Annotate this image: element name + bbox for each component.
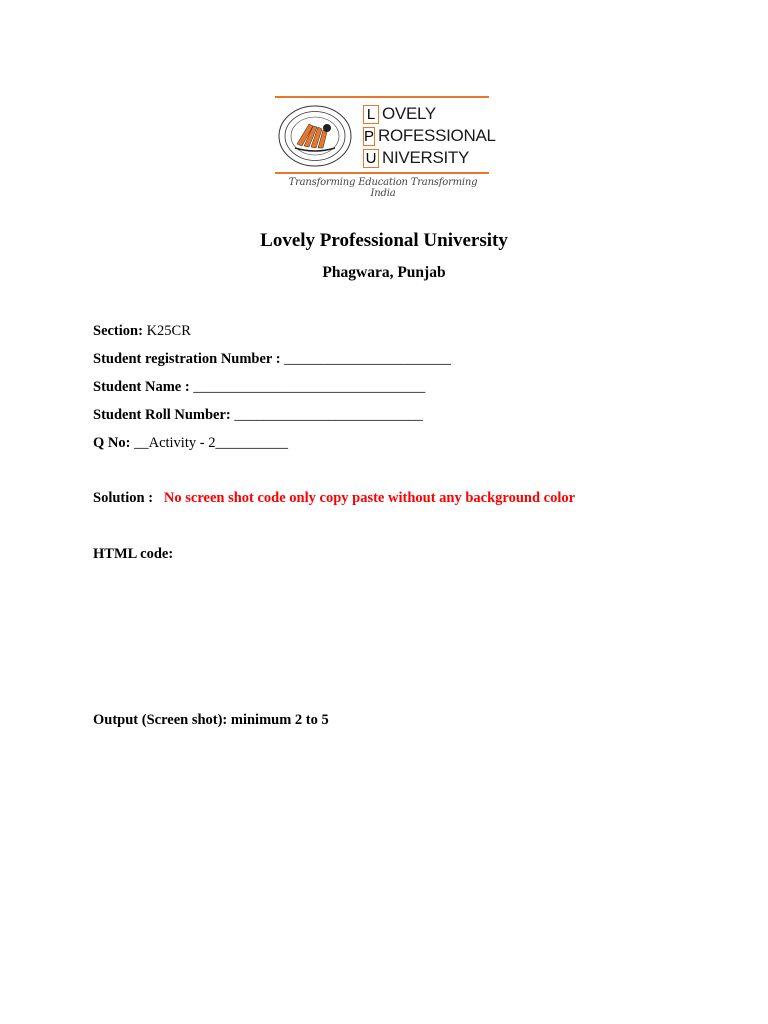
logo-bottom-rule [275,172,489,174]
logo-tagline: Transforming Education Transforming India [288,177,478,199]
logo-word-university: NIVERSITY [382,148,470,167]
logo-wordmark [363,104,496,170]
question-number-label: Q No: [93,435,131,451]
roll-number-blank: __________________________ [230,407,423,423]
roll-number-label: Student Roll Number: [93,407,231,423]
logo-initial-l: L [363,105,379,124]
solution-line [93,490,575,507]
html-code-label: HTML code: [93,546,174,562]
page-title: Lovely Professional University [260,230,508,251]
registration-label: Student registration Number : [93,351,281,367]
page-subtitle: Phagwara, Punjab [322,264,446,281]
lpu-logo [275,96,496,199]
solution-note: No screen shot code only copy paste without any background color [163,490,576,506]
student-name-line [93,379,425,396]
section-line [93,323,191,340]
logo-top-rule [275,96,489,98]
logo-row-professional [363,126,496,146]
question-number-line [93,435,288,452]
registration-line [93,351,451,368]
logo-row-university [363,148,491,168]
roll-number-line [93,407,423,424]
registration-blank: _______________________ [280,351,451,367]
logo-row-lovely [363,104,491,124]
question-number-value: __Activity - 2__________ [130,435,288,451]
solution-label: Solution : [93,490,154,506]
student-name-label: Student Name : [93,379,190,395]
logo-initial-p: P [364,127,375,145]
logo-initial-u: U [363,149,379,168]
section-label: Section: [93,323,143,339]
university-seal-icon [275,104,355,168]
output-label: Output (Screen shot): minimum 2 to 5 [93,712,329,728]
section-value: K25CR [142,323,191,339]
logo-word-professional: ROFESSIONAL [378,126,496,145]
student-name-blank: ________________________________ [189,379,426,395]
logo-word-lovely: OVELY [382,104,436,123]
